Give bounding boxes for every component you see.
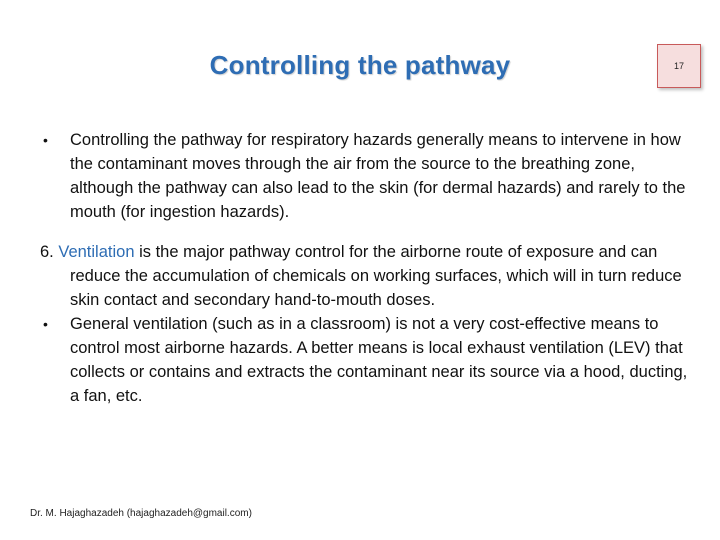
bullet-text-2: General ventilation (such as in a classroom) is not a very cost-effective means to control most airborne hazards. A better means is local exhaust ventilation (LEV) that collects or contains and extracts the contaminant near its source via a hood, ducting, a fan, etc. [70,315,688,405]
bullet-dot: • [43,316,48,332]
item-6-text: is the major pathway control for the airborne route of exposure and can reduce the accumulation of chemicals on working surfaces, which will in turn reduce skin contact and secondary hand-to-mouth doses. [70,243,682,309]
bullet-paragraph-2 [40,312,690,408]
bullet-text-1: Controlling the pathway for respiratory hazards generally means to intervene in how the contaminant moves through the air from the source to the breathing zone, although the pathway can also lead to the skin (for dermal hazards) and rarely to the mouth (for ingestion hazards). [70,131,686,221]
slide-title: Controlling the pathway [209,50,511,80]
numbered-item-6 [40,240,690,312]
page-number: 17 [673,61,684,71]
ventilation-highlight: Ventilation [58,243,135,261]
bullet-dot: • [43,132,48,148]
item-number: 6. [40,243,59,261]
slide-content [40,128,690,408]
bullet-paragraph-1 [40,128,690,224]
slide-footer: Dr. M. Hajaghazadeh (hajaghazadeh@gmail.com) [30,508,252,519]
page-number-badge [657,44,701,88]
